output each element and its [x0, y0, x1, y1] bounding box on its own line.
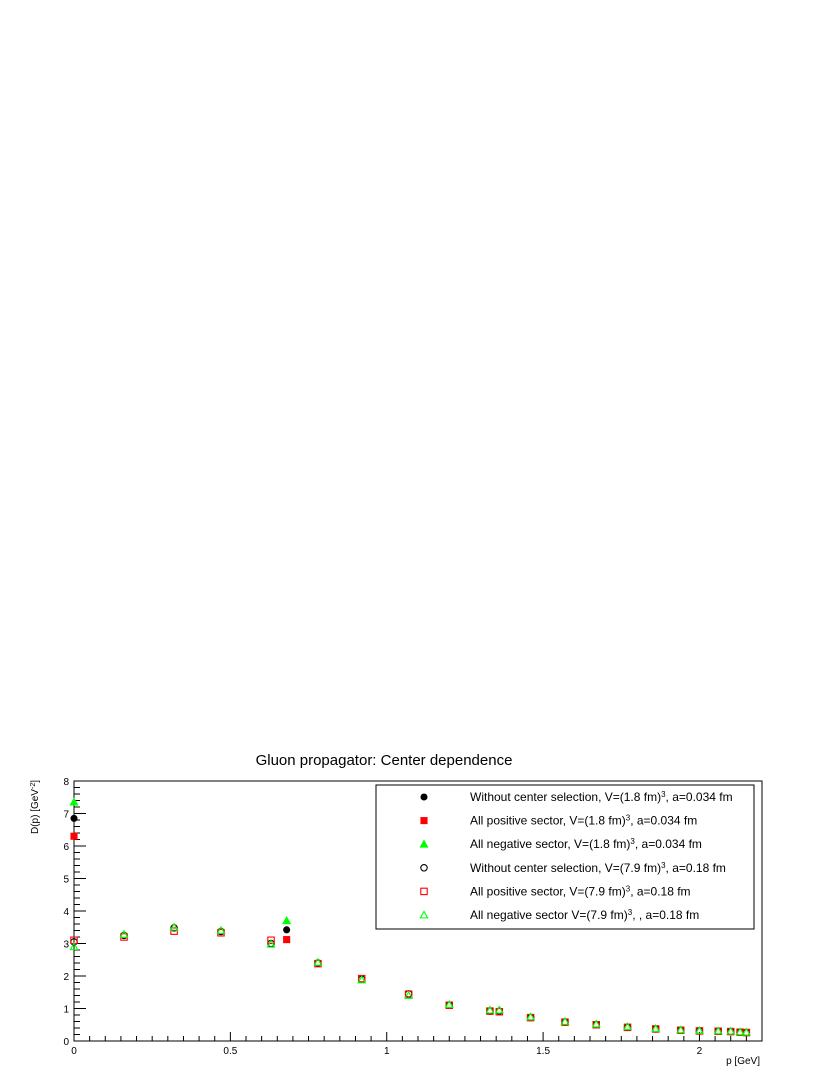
x-tick-label: 0: [71, 1046, 77, 1057]
data-point: [71, 815, 77, 821]
x-tick-label: 1.5: [536, 1046, 551, 1057]
y-tick-label: 1: [63, 1004, 69, 1016]
legend-label: [470, 908, 699, 923]
data-point: [70, 799, 77, 805]
legend-label-text: All negative sector V=(7.9 fm): [470, 908, 628, 922]
data-point: [284, 927, 290, 933]
y-axis-label-close: ]: [30, 780, 41, 783]
legend-label: [470, 813, 697, 828]
chart-title: Gluon propagator: Center dependence: [255, 752, 513, 769]
legend-marker: [421, 818, 427, 824]
x-tick-label: 2: [696, 1046, 703, 1057]
legend-label-sup: 3: [625, 813, 631, 823]
legend-marker: [421, 794, 427, 800]
legend-label-sup: 3: [627, 907, 633, 917]
legend-label: [470, 837, 702, 852]
data-point: [71, 833, 77, 839]
y-tick-label: 2: [63, 972, 69, 983]
x-axis-ticks: [71, 1032, 762, 1057]
legend-label-text: , a=0.034 fm: [634, 837, 702, 852]
legend-label-text: All positive sector, V=(7.9 fm): [470, 884, 626, 899]
legend: [376, 785, 754, 929]
y-tick-label: 8: [63, 777, 69, 788]
legend-label-sup: 3: [661, 789, 666, 799]
legend-label-text: Without center selection, V=(7.9 fm): [470, 860, 662, 875]
y-axis-label-sup: -2: [29, 782, 37, 790]
legend-label-text: All positive sector, V=(1.8 fm): [470, 813, 626, 828]
x-tick-label: 0.5: [223, 1046, 238, 1057]
data-point: [283, 917, 290, 923]
legend-label-text: , a=0.18 fm: [630, 884, 691, 899]
legend-label-text: , a=0.034 fm: [665, 790, 733, 804]
y-axis-label: [30, 780, 42, 834]
y-tick-label: 7: [63, 809, 69, 821]
data-point: [284, 937, 290, 943]
x-axis-label: p [GeV]: [726, 1056, 760, 1067]
legend-label-text: All negative sector, V=(1.8 fm): [470, 837, 631, 852]
x-tick-label: 1: [383, 1046, 390, 1057]
legend-label: [470, 790, 733, 805]
legend-label-sup: 3: [625, 883, 631, 893]
legend-label-text: , , a=0.18 fm: [632, 908, 700, 922]
legend-label-sup: 3: [630, 836, 635, 846]
y-axis-label-base: D(p) [GeV: [30, 789, 41, 835]
legend-label: [470, 884, 691, 899]
legend-label-text: Without center selection, V=(1.8 fm): [470, 790, 662, 804]
legend-label-text: , a=0.18 fm: [665, 860, 726, 875]
legend-label-sup: 3: [661, 860, 666, 870]
y-tick-label: 5: [63, 874, 69, 886]
y-tick-label: 4: [63, 907, 69, 918]
legend-label: [470, 860, 726, 875]
y-tick-label: 0: [63, 1037, 69, 1048]
y-tick-label: 3: [63, 939, 69, 951]
legend-label-text: , a=0.034 fm: [630, 813, 698, 828]
y-tick-label: 6: [63, 842, 69, 853]
